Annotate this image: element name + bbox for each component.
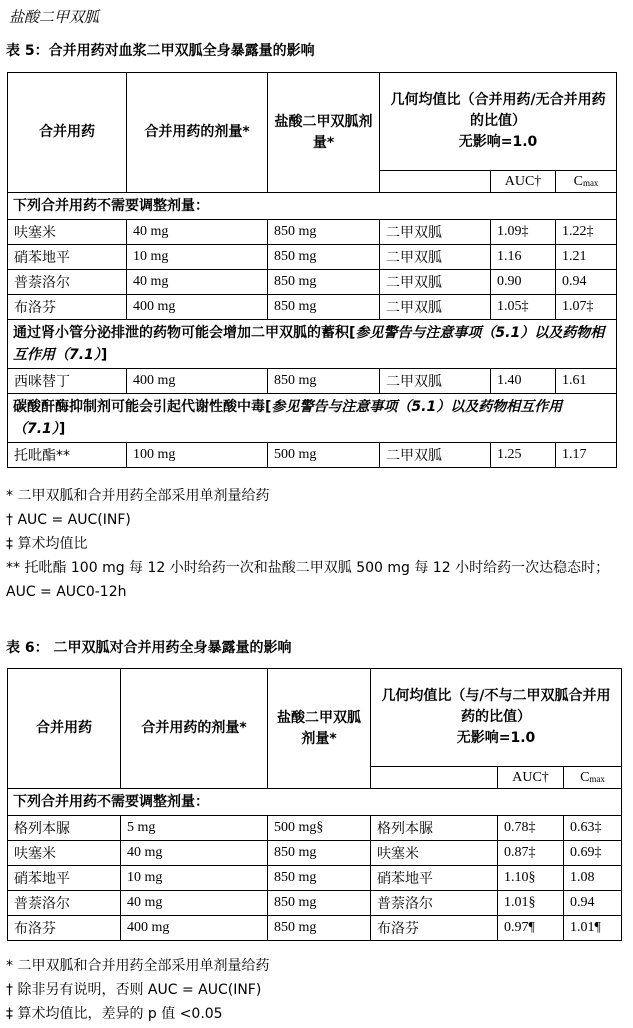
table-row [8, 220, 617, 245]
cell-cmax: 1.08 [564, 866, 622, 891]
table-row [8, 295, 617, 320]
cell-analyte: 二甲双胍 [380, 245, 491, 270]
cell-cmax: 1.17 [556, 443, 617, 468]
table-row [8, 816, 622, 841]
cell-drug: 西咪替丁 [8, 369, 127, 394]
cell-analyte: 呋塞米 [371, 841, 498, 866]
cell-dose: 400 mg [121, 916, 268, 941]
cmax-subscript: max [582, 177, 599, 188]
cell-analyte: 普萘洛尔 [371, 891, 498, 916]
table6-header-metformin-dose: 盐酸二甲双胍剂量* [268, 669, 371, 789]
cell-cmax: 1.61 [556, 369, 617, 394]
cell-dose: 10 mg [127, 245, 268, 270]
table5-section-0 [8, 193, 617, 320]
table-row [8, 270, 617, 295]
table5-header-gmr-label: 几何均值比（合并用药/无合并用药的比值） [390, 92, 606, 129]
cell-cmax: 1.21 [556, 245, 617, 270]
table-row [8, 245, 617, 270]
cell-drug: 格列本脲 [8, 816, 121, 841]
table5-caption: 表 5：合并用药对血浆二甲双胍全身暴露量的影响 [6, 43, 315, 59]
cell-dose: 40 mg [121, 891, 268, 916]
cell-drug: 布洛芬 [8, 916, 121, 941]
table5-section-title [8, 320, 617, 369]
footnote: ‡ 算术均值比，差异的 p 值 <0.05 [6, 1006, 223, 1022]
cell-metformin-dose: 850 mg [268, 866, 371, 891]
table5-section-2 [8, 394, 617, 468]
cell-cmax: 1.07‡ [556, 295, 617, 320]
table5-section-1 [8, 320, 617, 394]
cell-auc: 1.16 [491, 245, 556, 270]
cell-metformin-dose: 850 mg [268, 220, 380, 245]
cell-drug: 普萘洛尔 [8, 891, 121, 916]
table-row [8, 891, 622, 916]
cell-cmax: 0.94 [556, 270, 617, 295]
cell-drug: 硝苯地平 [8, 866, 121, 891]
table6-header-dose: 合并用药的剂量* [121, 669, 268, 789]
section-title-reference: 参见警告与注意事项（5.1）以及药物相互作用（7.1） [13, 399, 563, 437]
cell-metformin-dose: 850 mg [268, 295, 380, 320]
table5-header-dose: 合并用药的剂量* [127, 73, 268, 193]
cell-dose: 40 mg [127, 270, 268, 295]
cell-auc: 1.25 [491, 443, 556, 468]
footnote: † 除非另有说明，否则 AUC = AUC(INF) [6, 982, 262, 998]
table6-header-gmr [371, 669, 622, 767]
cell-cmax: 0.69‡ [564, 841, 622, 866]
table6-footnotes [6, 954, 618, 1026]
cell-dose: 100 mg [127, 443, 268, 468]
cell-drug: 托吡酯** [8, 443, 127, 468]
section-title-text: 通过肾小管分泌排泄的药物可能会增加二甲双胍的蓄积[ [13, 325, 356, 341]
table5-header-metformin-dose: 盐酸二甲双胍剂量* [268, 73, 380, 193]
table6-header-gmr-label: 几何均值比（与/不与二甲双胍合并用药的比值） [381, 688, 611, 725]
cell-dose: 40 mg [127, 220, 268, 245]
table6-header-gmr-note: 无影响=1.0 [456, 730, 536, 746]
table6-header-cmax [564, 767, 622, 789]
footnote: * 二甲双胍和合并用药全部采用单剂量给药 [6, 958, 270, 974]
table6-header-drug: 合并用药 [8, 669, 121, 789]
table5-header-gmr-note: 无影响=1.0 [458, 134, 538, 150]
cell-auc: 0.90 [491, 270, 556, 295]
cell-metformin-dose: 850 mg [268, 245, 380, 270]
section-title-text: 碳酸酐酶抑制剂可能会引起代谢性酸中毒[ [13, 399, 272, 415]
cell-drug: 呋塞米 [8, 841, 121, 866]
cell-metformin-dose: 850 mg [268, 916, 371, 941]
section-title-bracket: ] [58, 421, 66, 437]
cmax-letter: C [580, 769, 590, 785]
table5-footnotes [6, 484, 618, 604]
cell-metformin-dose: 850 mg [268, 841, 371, 866]
section-title-bracket: ] [100, 347, 108, 363]
cell-metformin-dose: 500 mg [268, 443, 380, 468]
table5-section-title: 下列合并用药不需要调整剂量： [8, 193, 617, 220]
table-row [8, 916, 622, 941]
table5-header-drug: 合并用药 [8, 73, 127, 193]
cell-analyte: 二甲双胍 [380, 443, 491, 468]
cell-auc: 1.09‡ [491, 220, 556, 245]
table5-header-blank [380, 171, 491, 193]
cell-analyte: 二甲双胍 [380, 295, 491, 320]
cell-cmax: 1.01¶ [564, 916, 622, 941]
cell-metformin-dose: 850 mg [268, 270, 380, 295]
table-row [8, 866, 622, 891]
cell-auc: 1.40 [491, 369, 556, 394]
table6-header-blank [371, 767, 498, 789]
footnote: ** 托吡酯 100 mg 每 12 小时给药一次和盐酸二甲双胍 500 mg 每 12 小时给药一次达稳态时；AUC = AUC0-12h [6, 560, 610, 600]
table5-header-auc: AUC† [491, 171, 556, 193]
cell-auc: 1.05‡ [491, 295, 556, 320]
cell-drug: 呋塞米 [8, 220, 127, 245]
table6 [7, 668, 622, 941]
section-title-reference: 参见警告与注意事项（5.1）以及药物相互作用（7.1） [13, 325, 605, 363]
cell-dose: 400 mg [127, 295, 268, 320]
cell-analyte: 布洛芬 [371, 916, 498, 941]
cmax-subscript: max [589, 773, 605, 784]
cell-auc: 0.87‡ [498, 841, 564, 866]
cell-auc: 1.10§ [498, 866, 564, 891]
table5 [7, 72, 617, 468]
cell-cmax: 0.94 [564, 891, 622, 916]
table-row [8, 369, 617, 394]
table5-header-gmr [380, 73, 617, 171]
table-row [8, 443, 617, 468]
cell-analyte: 硝苯地平 [371, 866, 498, 891]
footnote: * 二甲双胍和合并用药全部采用单剂量给药 [6, 488, 270, 504]
table6-header-auc: AUC† [498, 767, 564, 789]
cell-drug: 普萘洛尔 [8, 270, 127, 295]
cell-dose: 10 mg [121, 866, 268, 891]
cmax-letter: C [573, 173, 583, 189]
table6-caption: 表 6： 二甲双胍对合并用药全身暴露量的影响 [6, 640, 292, 656]
cell-dose: 400 mg [127, 369, 268, 394]
cell-analyte: 二甲双胍 [380, 369, 491, 394]
footnote: † AUC = AUC(INF) [6, 512, 131, 528]
cell-cmax: 1.22‡ [556, 220, 617, 245]
cell-dose: 5 mg [121, 816, 268, 841]
cell-auc: 1.01§ [498, 891, 564, 916]
cell-drug: 布洛芬 [8, 295, 127, 320]
cell-auc: 0.78‡ [498, 816, 564, 841]
cell-metformin-dose: 500 mg§ [268, 816, 371, 841]
cell-metformin-dose: 850 mg [268, 369, 380, 394]
cell-metformin-dose: 850 mg [268, 891, 371, 916]
cell-auc: 0.97¶ [498, 916, 564, 941]
table6-section-0 [8, 789, 622, 941]
footnote: ‡ 算术均值比 [6, 536, 88, 552]
table5-section-title [8, 394, 617, 443]
page-title: 盐酸二甲双胍 [9, 8, 100, 26]
cell-drug: 硝苯地平 [8, 245, 127, 270]
table6-section-title: 下列合并用药不需要调整剂量： [8, 789, 622, 816]
cell-analyte: 二甲双胍 [380, 270, 491, 295]
table-row [8, 841, 622, 866]
table5-header-cmax [556, 171, 617, 193]
cell-cmax: 0.63‡ [564, 816, 622, 841]
cell-dose: 40 mg [121, 841, 268, 866]
cell-analyte: 格列本脲 [371, 816, 498, 841]
cell-analyte: 二甲双胍 [380, 220, 491, 245]
